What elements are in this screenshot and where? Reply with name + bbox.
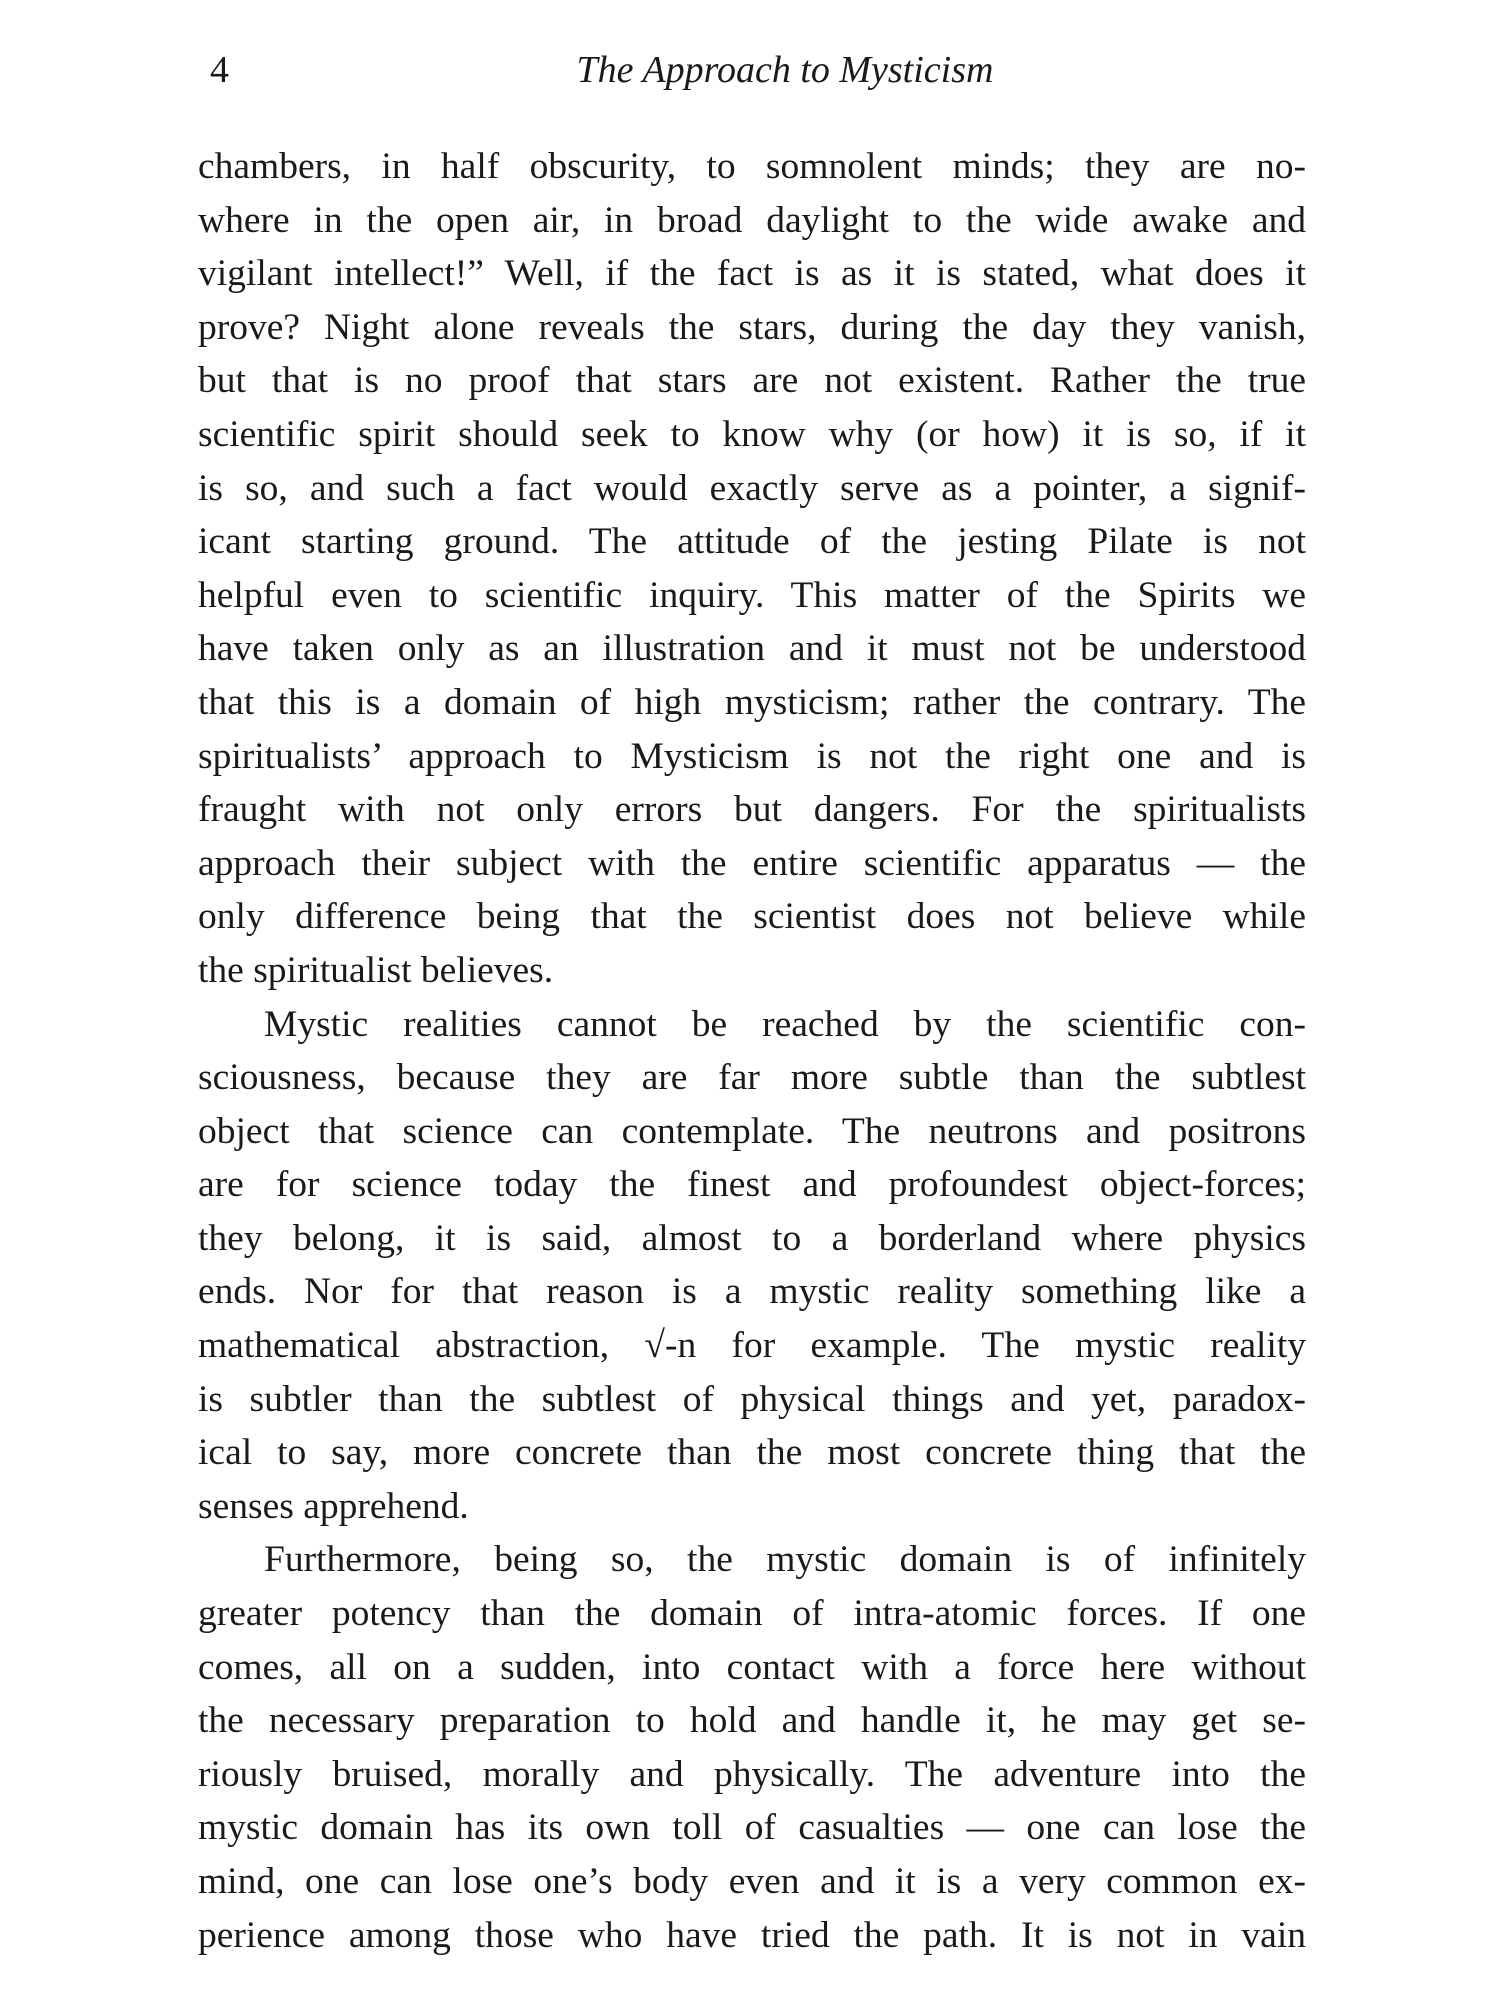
text-line: icant starting ground. The attitude of the jesting Pilate is not	[198, 521, 1306, 563]
text-line: senses apprehend.	[198, 1485, 469, 1527]
text-line: they belong, it is said, almost to a borderland where physics	[198, 1217, 1306, 1259]
page-header	[210, 40, 1320, 100]
text-line: vigilant intellect!” Well, if the fact is as it is stated, what does it	[198, 253, 1306, 295]
text-line: mystic domain has its own toll of casualties — one can lose the	[198, 1807, 1306, 1849]
text-line: prove? Night alone reveals the stars, during the day they vanish,	[198, 306, 1306, 348]
text-line: helpful even to scientific inquiry. This matter of the Spirits we	[198, 574, 1306, 616]
text-line: are for science today the finest and profoundest object-forces;	[198, 1164, 1306, 1206]
page-number: 4	[210, 49, 229, 91]
text-line: greater potency than the domain of intra-atomic forces. If one	[198, 1593, 1306, 1635]
text-line: chambers, in half obscurity, to somnolent minds; they are no-	[198, 146, 1306, 187]
text-line: object that science can contemplate. The neutrons and positrons	[198, 1110, 1306, 1152]
text-line: have taken only as an illustration and it must not be understood	[198, 628, 1306, 670]
paragraph	[198, 140, 1306, 998]
text-line: comes, all on a sudden, into contact with a force here without	[198, 1646, 1306, 1688]
body-text	[198, 140, 1306, 1962]
text-line: where in the open air, in broad daylight to the wide awake and	[198, 199, 1306, 241]
text-line: sciousness, because they are far more subtle than the subtlest	[198, 1057, 1306, 1099]
text-line: perience among those who have tried the path. It is not in vain	[198, 1914, 1306, 1956]
text-line: spiritualists’ approach to Mysticism is not the right one and is	[198, 735, 1306, 777]
text-line: the necessary preparation to hold and handle it, he may get se-	[198, 1700, 1306, 1742]
text-line: but that is no proof that stars are not existent. Rather the true	[198, 360, 1306, 402]
paragraph	[198, 998, 1306, 1534]
text-line: fraught with not only errors but dangers. For the spiritualists	[198, 789, 1306, 831]
text-line: Mystic realities cannot be reached by the scientific con-	[264, 1003, 1306, 1045]
text-line: only difference being that the scientist does not believe while	[198, 896, 1306, 938]
text-line: riously bruised, morally and physically. The adventure into the	[198, 1753, 1306, 1795]
text-line: is subtler than the subtlest of physical things and yet, paradox-	[198, 1378, 1306, 1420]
text-line: is so, and such a fact would exactly serve as a pointer, a signif-	[198, 467, 1306, 509]
running-title: The Approach to Mysticism	[576, 49, 994, 91]
paragraph	[198, 1533, 1306, 1962]
text-line: that this is a domain of high mysticism; rather the contrary. The	[198, 681, 1306, 723]
text-line: approach their subject with the entire scientific apparatus — the	[198, 842, 1306, 884]
text-line: scientific spirit should seek to know why (or how) it is so, if it	[198, 413, 1306, 455]
text-line: the spiritualist believes.	[198, 949, 554, 991]
text-line: mind, one can lose one’s body even and it is a very common ex-	[198, 1861, 1306, 1902]
text-line: ical to say, more concrete than the most concrete thing that the	[198, 1432, 1306, 1474]
text-line: mathematical abstraction, √-n for example. The mystic reality	[198, 1325, 1306, 1367]
text-line: Furthermore, being so, the mystic domain is of infinitely	[264, 1539, 1306, 1581]
text-line: ends. Nor for that reason is a mystic reality something like a	[198, 1271, 1306, 1313]
